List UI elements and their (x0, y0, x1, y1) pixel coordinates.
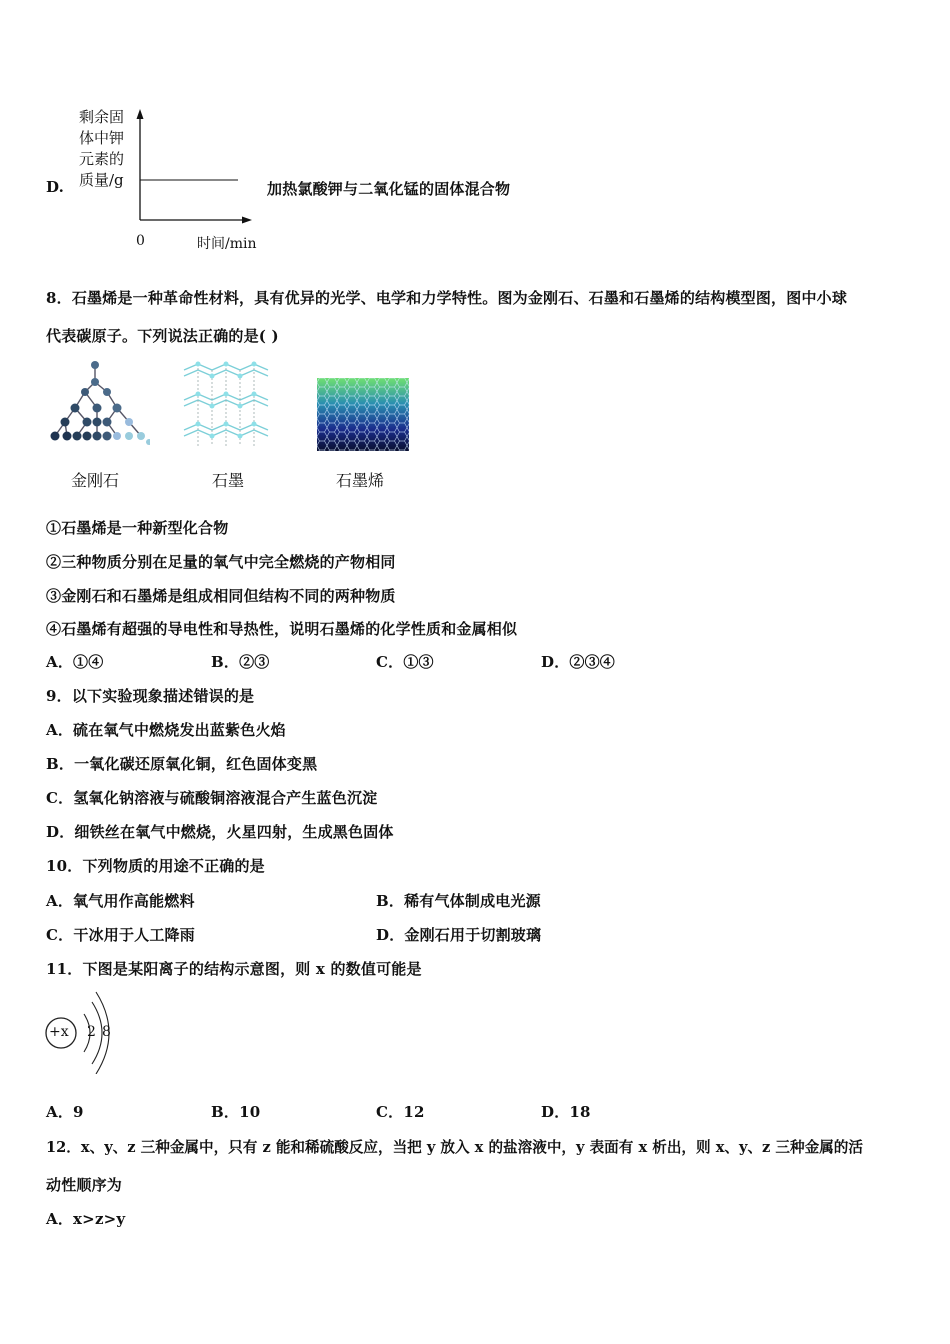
q8-option-a[interactable]: A．①④ (46, 653, 104, 671)
q9-option-b[interactable]: B．一氧化碳还原氧化铜，红色固体变黑 (46, 755, 318, 773)
y-label-line: 质量/g (79, 171, 124, 189)
graphene-label: 石墨烯 (336, 471, 385, 490)
option-letter: D. (46, 178, 65, 196)
x-axis-arrow (242, 217, 252, 224)
graph-origin-label: 0 (136, 233, 145, 249)
y-axis-arrow (137, 109, 144, 119)
q10-option-d[interactable]: D．金刚石用于切割玻璃 (376, 926, 542, 944)
q11-stem: 11．下图是某阳离子的结构示意图，则 x 的数值可能是 (46, 960, 422, 978)
graphene-lattice (317, 378, 409, 451)
q8-stem-line1: 8．石墨烯是一种革命性材料，具有优异的光学、电学和力学特性。图为金刚石、石墨和石墨烯的结构模型图，图中小球 (46, 289, 848, 307)
q8-option-b[interactable]: B．②③ (211, 653, 270, 671)
shell-1-electrons: 2 (87, 1024, 96, 1040)
q8-statement-2: ②三种物质分别在足量的氧气中完全燃烧的产物相同 (46, 553, 396, 571)
y-label-line: 剩余固 (79, 108, 125, 126)
graphite-structure-image (178, 360, 278, 452)
shell-2-electrons: 8 (102, 1024, 111, 1040)
q8-statement-1: ①石墨烯是一种新型化合物 (46, 519, 229, 537)
q8-stem-line2: 代表碳原子。下列说法正确的是( ) (46, 327, 279, 345)
graph-axes (130, 105, 260, 235)
option-d-caption: 加热氯酸钾与二氧化锰的固体混合物 (267, 180, 511, 198)
y-label-line: 元素的 (79, 150, 125, 168)
q8-option-d[interactable]: D．②③④ (541, 653, 616, 671)
q10-option-b[interactable]: B．稀有气体制成电光源 (376, 892, 541, 910)
q11-option-d[interactable]: D．18 (541, 1103, 591, 1121)
q10-option-c[interactable]: C．干冰用于人工降雨 (46, 926, 195, 944)
q8-statement-4: ④石墨烯有超强的导电性和导热性，说明石墨烯的化学性质和金属相似 (46, 620, 518, 638)
q11-option-c[interactable]: C．12 (376, 1103, 425, 1121)
q10-stem: 10．下列物质的用途不正确的是 (46, 857, 265, 875)
graphite-label: 石墨 (212, 471, 245, 490)
q12-stem-line1: 12．x、y、z 三种金属中，只有 z 能和稀硫酸反应，当把 y 放入 x 的盐溶液中，y 表面有 x 析出，则 x、y、z 三种金属的活 (46, 1139, 863, 1156)
q10-option-a[interactable]: A．氧气用作高能燃料 (46, 892, 195, 910)
q8-statement-3: ③金刚石和石墨烯是组成相同但结构不同的两种物质 (46, 587, 396, 605)
q9-option-c[interactable]: C．氢氧化钠溶液与硫酸铜溶液混合产生蓝色沉淀 (46, 789, 378, 807)
graph-x-axis-label: 时间/min (197, 236, 257, 252)
diamond-label: 金刚石 (71, 471, 120, 490)
graph-y-axis-label (79, 107, 124, 191)
diamond-structure-image (45, 360, 150, 450)
diamond-atoms (51, 361, 151, 445)
nucleus-charge: +x (49, 1024, 69, 1040)
q12-stem-line2: 动性顺序为 (46, 1176, 123, 1194)
q11-option-b[interactable]: B．10 (211, 1103, 261, 1121)
q9-stem: 9．以下实验现象描述错误的是 (46, 687, 255, 705)
q11-option-a[interactable]: A．9 (46, 1103, 84, 1121)
graphene-structure-image (317, 378, 409, 451)
q9-option-d[interactable]: D．细铁丝在氧气中燃烧，火星四射，生成黑色固体 (46, 823, 394, 841)
q9-option-a[interactable]: A．硫在氧气中燃烧发出蓝紫色火焰 (46, 721, 286, 739)
y-label-line: 体中钾 (79, 129, 125, 147)
q8-option-c[interactable]: C．①③ (376, 653, 434, 671)
q12-option-a[interactable]: A．x>z>y (46, 1210, 126, 1228)
